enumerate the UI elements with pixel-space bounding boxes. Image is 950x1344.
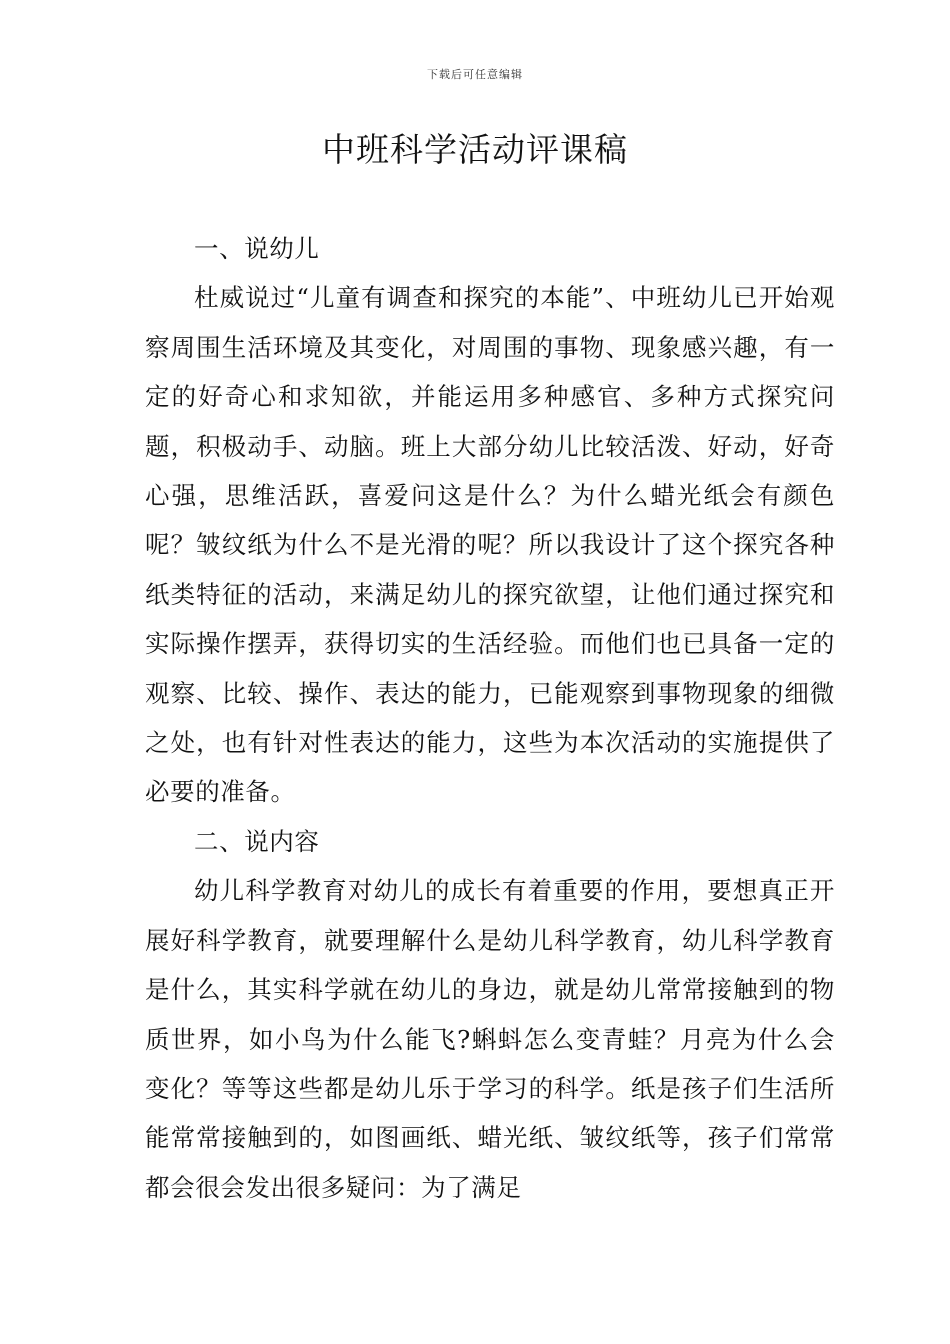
section-paragraph-children: 杜威说过“儿童有调查和探究的本能”、中班幼儿已开始观察周围生活环境及其变化，对周围的事物、现象感兴趣，有一定的好奇心和求知欲，并能运用多种感官、多种方式探究问题，积极动手、动脑。班上大部分幼儿比较活泼、好动，好奇心强，思维活跃，喜爱问这是什么？为什么蜡光纸会有颜色呢？皱纹纸为什么不是光滑的呢？所以我设计了这个探究各种纸类特征的活动，来满足幼儿的探究欲望，让他们通过探究和实际操作摆弄，获得切实的生活经验。而他们也已具备一定的观察、比较、操作、表达的能力，已能观察到事物现象的细微之处，也有针对性表达的能力，这些为本次活动的实施提供了必要的准备。 — [145, 283, 835, 807]
document-body — [145, 224, 835, 1212]
section-heading-children: 一、说幼儿 — [194, 234, 320, 263]
section-paragraph-content: 幼儿科学教育对幼儿的成长有着重要的作用，要想真正开展好科学教育，就要理解什么是幼儿科学教育，幼儿科学教育是什么，其实科学就在幼儿的身边，就是幼儿常常接触到的物质世界，如小鸟为什么能飞?蝌蚪怎么变青蛙？月亮为什么会变化？等等这些都是幼儿乐于学习的科学。纸是孩子们生活所能常常接触到的，如图画纸、蜡光纸、皱纹纸等，孩子们常常都会很会发出很多疑问：为了满足 — [145, 876, 835, 1202]
section-heading-content: 二、说内容 — [194, 826, 320, 856]
header-note: 下载后可任意编辑 — [427, 68, 523, 81]
document-title: 中班科学活动评课稿 — [322, 130, 628, 169]
